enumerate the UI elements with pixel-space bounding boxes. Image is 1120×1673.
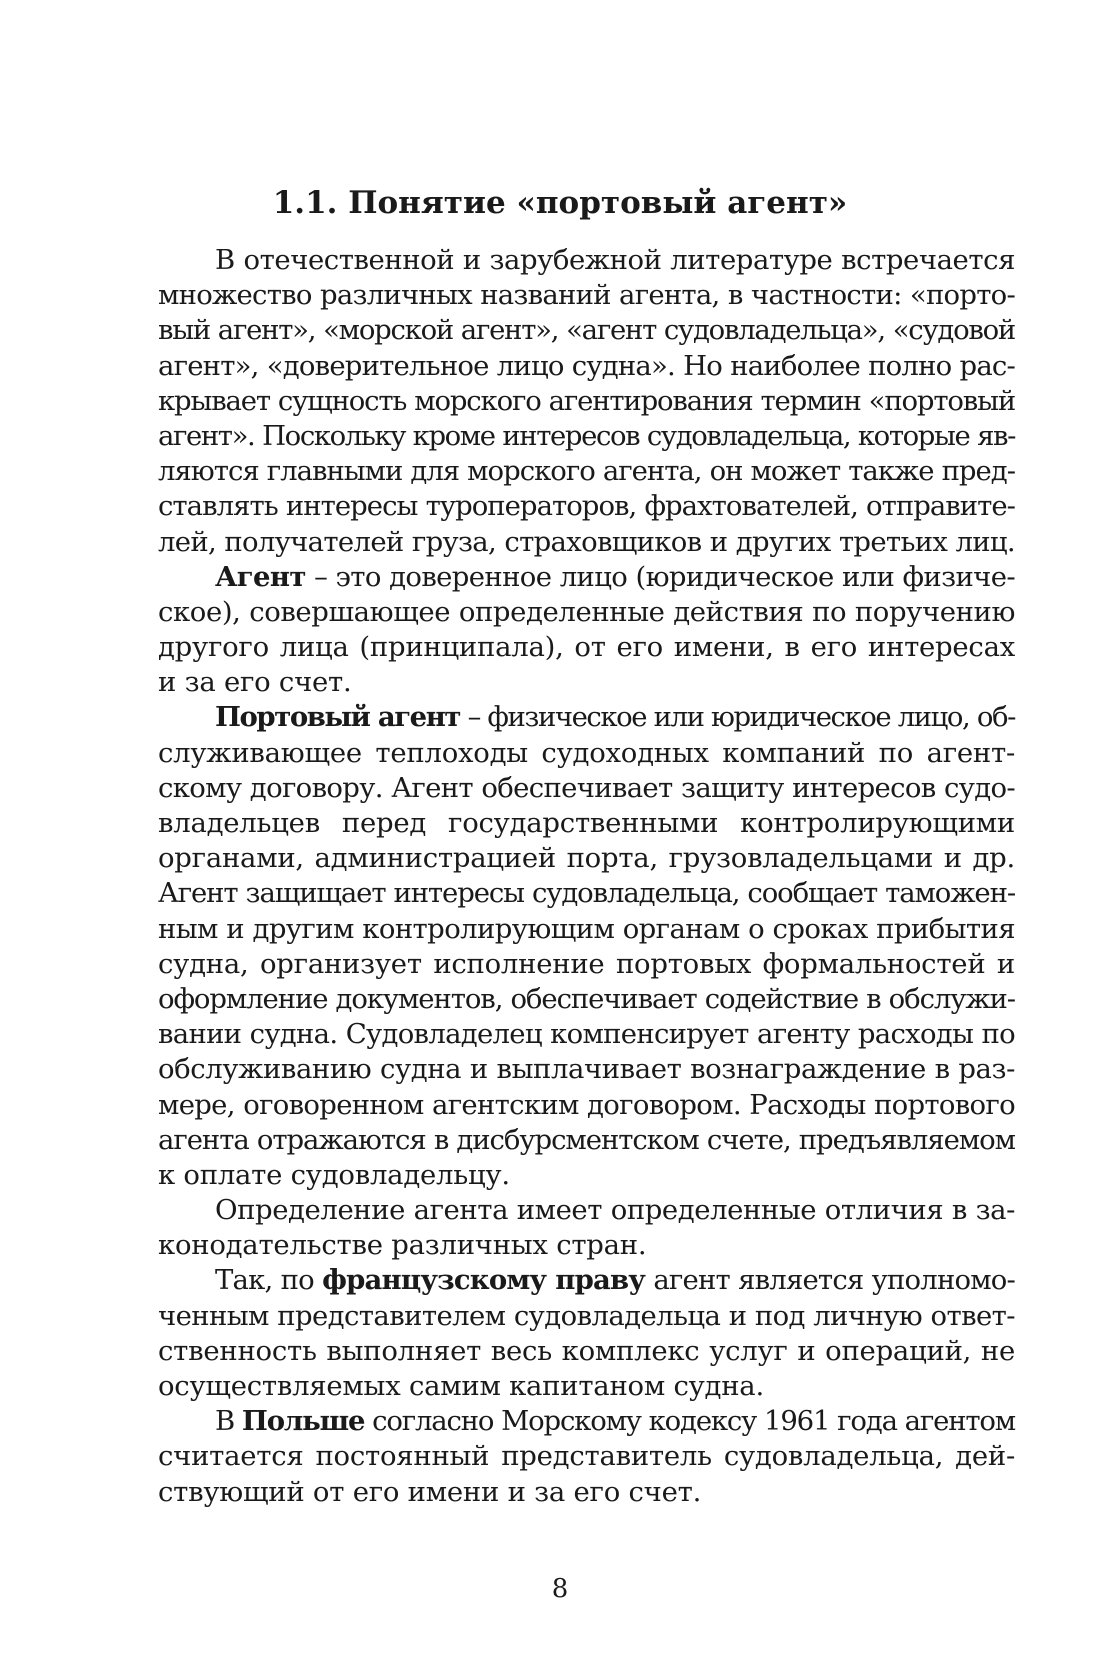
text-fragment: – это доверенное лицо (юридическое или физиче- (305, 560, 1015, 593)
text-line: обслуживанию судна и выплачивает вознаграждение в раз- (158, 1053, 1015, 1086)
text-line: агента отражаются в дисбурсментском счете, предъявляемом (158, 1123, 1015, 1156)
text-line: ставлять интересы туроператоров, фрахтователей, отправите- (158, 490, 1015, 523)
text-line: лей, получателей груза, страховщиков и других третьих лиц. (158, 525, 1015, 558)
text-line: конодательстве различных стран. (158, 1229, 647, 1262)
text-line: к оплате судовладельцу. (158, 1158, 510, 1191)
text-line (158, 1404, 1015, 1439)
page-number: 8 (551, 1574, 569, 1604)
paragraph-definition-differences (158, 1193, 1015, 1263)
text-line: мере, оговоренном агентским договором. Расходы портового (158, 1088, 1015, 1121)
text-line: крывает сущность морского агентирования термин «портовый (158, 384, 1015, 417)
text-line: судна, организует исполнение портовых формальностей и (158, 947, 1015, 980)
text-line: органами, администрацией порта, грузовладельцами и др. (158, 842, 1015, 875)
term-agent: Агент (215, 560, 306, 593)
text-line: ляются главными для морского агента, он может также пред- (158, 455, 1015, 488)
text-fragment: – физическое или юридическое лицо, об- (460, 701, 1015, 734)
text-line (158, 1263, 1015, 1298)
term-port-agent: Портовый агент (215, 701, 461, 734)
text-line: другого лица (принципала), от его имени, в его интересах (158, 631, 1015, 664)
text-line: и за его счет. (158, 666, 352, 699)
text-line (158, 700, 1015, 735)
text-line: вании судна. Судовладелец компенсирует агенту расходы по (158, 1018, 1015, 1051)
text-line: владельцев перед государственными контролирующими (158, 807, 1015, 839)
term-french-law: французскому праву (322, 1264, 646, 1297)
text-line: Определение агента имеет определенные отличия в за- (215, 1194, 1015, 1227)
text-line: считается постоянный представитель судовладельца, дей- (158, 1440, 1015, 1473)
paragraph-port-agent-definition (158, 700, 1015, 1193)
text-line: ское), совершающее определенные действия по поручению (158, 595, 1015, 628)
text-line: ченным представителем судовладельца и под личную ответ- (158, 1299, 1015, 1332)
text-line: агент», «доверительное лицо судна». Но наиболее полно рас- (158, 349, 1015, 382)
text-fragment: Так, по (215, 1264, 323, 1297)
text-line: ствующий от его имени и за его счет. (158, 1475, 702, 1508)
text-line: ным и другим контролирующим органам о сроках прибытия (158, 912, 1015, 945)
paragraph-agent-definition (158, 560, 1015, 701)
text-line: вый агент», «морской агент», «агент судовладельца», «судовой (158, 314, 1015, 347)
paragraph-french-law (158, 1263, 1015, 1404)
text-line: осуществляемых самим капитаном судна. (158, 1370, 764, 1402)
text-line: скому договору. Агент обеспечивает защиту интересов судо- (158, 771, 1015, 804)
section-heading: 1.1. Понятие «портовый агент» (272, 185, 848, 221)
paragraph-poland (158, 1404, 1015, 1510)
text-line: В отечественной и зарубежной литературе встречается (215, 244, 1015, 276)
text-line: Агент защищает интересы судовладельца, сообщает таможен- (158, 877, 1015, 910)
text-line: агент». Поскольку кроме интересов судовладельца, которые яв- (158, 419, 1015, 452)
text-line: оформление документов, обеспечивает содействие в обслужи- (158, 982, 1015, 1015)
text-fragment: агент является уполномо- (645, 1264, 1015, 1297)
paragraph-port-agent-names (158, 243, 1015, 560)
text-fragment: В (215, 1405, 242, 1438)
text-line: служивающее теплоходы судоходных компаний по агент- (158, 736, 1015, 769)
text-line: множество различных названий агента, в частности: «порто- (158, 279, 1015, 312)
text-fragment: согласно Морскому кодексу 1961 года агентом (364, 1405, 1016, 1438)
term-poland: Польше (241, 1405, 365, 1438)
text-line: ственность выполняет весь комплекс услуг и операций, не (158, 1334, 1015, 1367)
text-line (158, 560, 1015, 595)
body-text (158, 243, 1015, 1510)
